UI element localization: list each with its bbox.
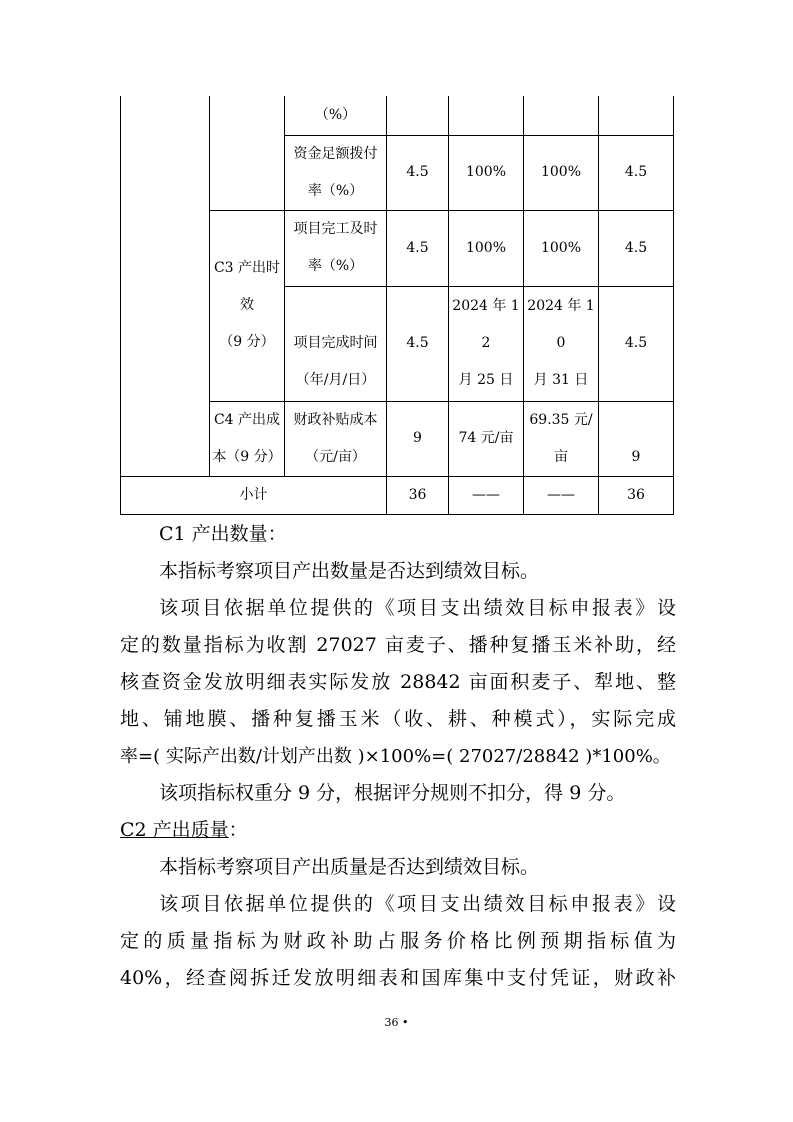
sub-indicator-cell: 项目完工及时 率（%） [285,210,387,286]
c2-heading [120,812,248,849]
performance-table [120,96,674,515]
c2-paragraph-2-line-1: 该项目依据单位提供的《项目支出绩效目标申报表》设 [159,893,676,915]
weight-cell: 4.5 [387,210,449,286]
subtotal-target: —— [449,476,524,514]
score-cell [599,96,674,135]
c1-heading: C1 产出数量： [159,523,287,545]
c2-heading-colon: ： [228,819,248,841]
sub-indicator-cell: （%） [285,96,387,135]
subtotal-label: 小计 [121,476,387,514]
c1-paragraph-2-line-1: 该项目依据单位提供的《项目支出绩效目标申报表》设 [159,597,676,619]
target-cell: 74 元/亩 [449,401,524,476]
weight-cell: 4.5 [387,135,449,210]
actual-cell [524,96,599,135]
c2-paragraph-2-line-2: 定的质量指标为财政补助占服务价格比例预期指标值为 [120,930,676,952]
sub-indicator-cell: 项目完成时间 （年/月/日） [285,286,387,401]
subtotal-actual: —— [524,476,599,514]
target-cell: 100% [449,210,524,286]
score-cell: 4.5 [599,286,674,401]
c2-heading-text: C2 产出质量 [120,819,229,841]
score-cell: 9 [599,401,674,476]
actual-cell: 69.35 元/ 亩 [524,401,599,476]
c1-paragraph-2-line-5: 率=( 实际产出数/计划产出数 )×100%=( 27027/28842 )*100%。 [120,746,671,767]
subtotal-score: 36 [599,476,674,514]
page-number: 36 • [384,1016,409,1029]
c1-paragraph-2-line-4: 地、铺地膜、播种复播玉米（收、耕、种模式），实际完成 [120,708,676,730]
actual-cell: 100% [524,135,599,210]
c1-paragraph-3: 该项指标权重分 9 分，根据评分规则不扣分，得 9 分。 [159,782,626,804]
subtotal-row [121,476,674,514]
target-cell [449,96,524,135]
c1-paragraph-2-line-2: 定的数量指标为收割 27027 亩麦子、播种复播玉米补助，经 [120,634,676,656]
c2-paragraph-1: 本指标考察项目产出质量是否达到绩效目标。 [159,856,540,878]
c1-paragraph-2-line-3: 核查资金发放明细表实际发放 28842 亩面积麦子、犁地、整 [120,671,676,693]
target-cell: 100% [449,135,524,210]
level1-indicator-cell [121,96,210,476]
score-cell: 4.5 [599,135,674,210]
weight-cell: 4.5 [387,286,449,401]
score-cell: 4.5 [599,210,674,286]
weight-cell: 9 [387,401,449,476]
actual-cell: 100% [524,210,599,286]
c2-paragraph-2-line-3: 40%，经查阅拆迁发放明细表和国库集中支付凭证，财政补 [120,967,676,989]
target-cell: 2024 年 12 月 25 日 [449,286,524,401]
table-row [121,96,674,135]
category-cell-c3: C3 产出时 效 （9 分） [210,210,285,401]
weight-cell [387,96,449,135]
category-cell-c2 [210,96,285,210]
actual-cell: 2024 年 10 月 31 日 [524,286,599,401]
sub-indicator-cell: 资金足额拨付 率（%） [285,135,387,210]
category-cell-c4: C4 产出成 本（9 分） [210,401,285,476]
subtotal-weight: 36 [387,476,449,514]
sub-indicator-cell: 财政补贴成本 （元/亩） [285,401,387,476]
c1-paragraph-1: 本指标考察项目产出数量是否达到绩效目标。 [159,560,540,582]
